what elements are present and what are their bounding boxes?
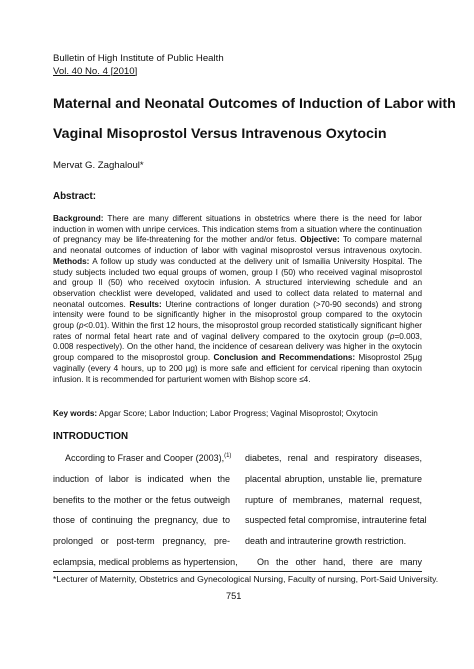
journal-header	[53, 53, 224, 78]
text-line: suspected fetal compromise, intrauterine fetal	[245, 515, 427, 526]
objective-label: Objective:	[300, 235, 340, 245]
results-p-value-2: p	[389, 331, 395, 341]
footnote: *Lecturer of Maternity, Obstetrics and Gynecological Nursing, Faculty of nursing, Port-Said University.	[53, 574, 439, 584]
text-line: On the other hand, there are many	[257, 556, 422, 567]
introduction-heading: INTRODUCTION	[53, 431, 129, 442]
results-text-2: <0.01). Within the first 12 hours, the misoprostol group recorded statistically significant higher rates of normal fetal heart rate and of vaginal delivery compared to the oxytocin group (	[53, 321, 422, 341]
text-line: rupture of membranes, maternal request,	[245, 494, 422, 505]
text-line: According to Fraser and Cooper (2003),$^{(1)}$	[65, 453, 232, 463]
text-line: those of continuing the pregnancy, due to	[53, 515, 230, 526]
conclusion-label: Conclusion and Recommendations:	[213, 353, 356, 363]
objective-text: To compare maternal and neonatal outcomes of induction of labor with vaginal misoprostol versus intravenous oxytocin.	[53, 235, 423, 256]
results-text-3: =0.003, 0.008 respectively). On the other hand, the incidence of cesarean delivery was higher in the oxytocin group compared to the misoprostol group.	[53, 331, 422, 363]
page-number: 751	[226, 591, 242, 601]
paper-title-line-1: Maternal and Neonatal Outcomes of Induction of Labor with	[53, 96, 456, 112]
methods-label: Methods:	[53, 256, 90, 266]
abstract-heading: Abstract:	[53, 191, 97, 202]
keywords-text: Apgar Score; Labor Induction; Labor Progress; Vaginal Misoprostol; Oxytocin	[97, 409, 378, 418]
results-p-value-1: p	[79, 321, 84, 331]
background-text: There are many different situations in obstetrics where there is the need for labor induction in women with unripe cervices. This indication stems from a situation where the continuation of pregnancy may be life-threatening for the mother and/or fetus.	[53, 214, 422, 245]
author-name: Mervat G. Zaghaloul*	[53, 160, 144, 171]
keywords-label: Key words:	[53, 409, 98, 418]
text-line: placental abruption, unstable lie, premature	[245, 473, 422, 484]
text-line: prolonged or post-term pregnancy, pre-	[53, 536, 230, 547]
paper-title	[53, 89, 456, 149]
introduction-left-column	[53, 448, 238, 573]
paper-title-line-2: Vaginal Misoprostol Versus Intravenous Oxytocin	[53, 126, 387, 142]
text-line: eclampsia, medical problems as hypertension,	[53, 556, 238, 567]
text-line: death and intrauterine growth restriction.	[245, 536, 407, 547]
text-line: diabetes, renal and respiratory diseases,	[245, 453, 422, 463]
results-label: Results:	[129, 299, 162, 309]
abstract-body	[53, 214, 422, 385]
text-line: benefits to the mother or the fetus outweigh	[53, 494, 230, 505]
introduction-right-column	[245, 448, 427, 573]
background-label: Background:	[53, 214, 104, 223]
journal-volume: Vol. 40 No. 4 [2010]	[53, 65, 138, 77]
footnote-divider	[53, 571, 422, 572]
conclusion-text: Misoprostol 25µg vaginally (every 4 hours, up to 200 µg) is more safe and efficient for cervical ripening than oxytocin infusion. It is recommended for parturient women with Bishop score ≤4.	[53, 353, 422, 384]
methods-text: A follow up study was conducted at the delivery unit of Ismailia University Hospital. The study subjects included two equal groups of women, group I (50) who received vaginal misoprostol and group II (50) who received oxytocin infusion. A structured interviewing schedule and an observation checklist were developed, validated and used to collect data related to maternal and neonatal outcomes.	[53, 256, 422, 309]
keywords	[53, 409, 422, 418]
text-line: induction of labor is indicated when the	[53, 473, 230, 484]
citation-ref: (1)	[224, 453, 232, 459]
journal-name: Bulletin of High Institute of Public Health	[53, 53, 224, 64]
results-text-1: Uterine contractions of longer duration (>70-90 seconds) and strong intensity were found to be significantly higher in the misoprostol group compared to the oxytocin group (	[53, 299, 422, 331]
